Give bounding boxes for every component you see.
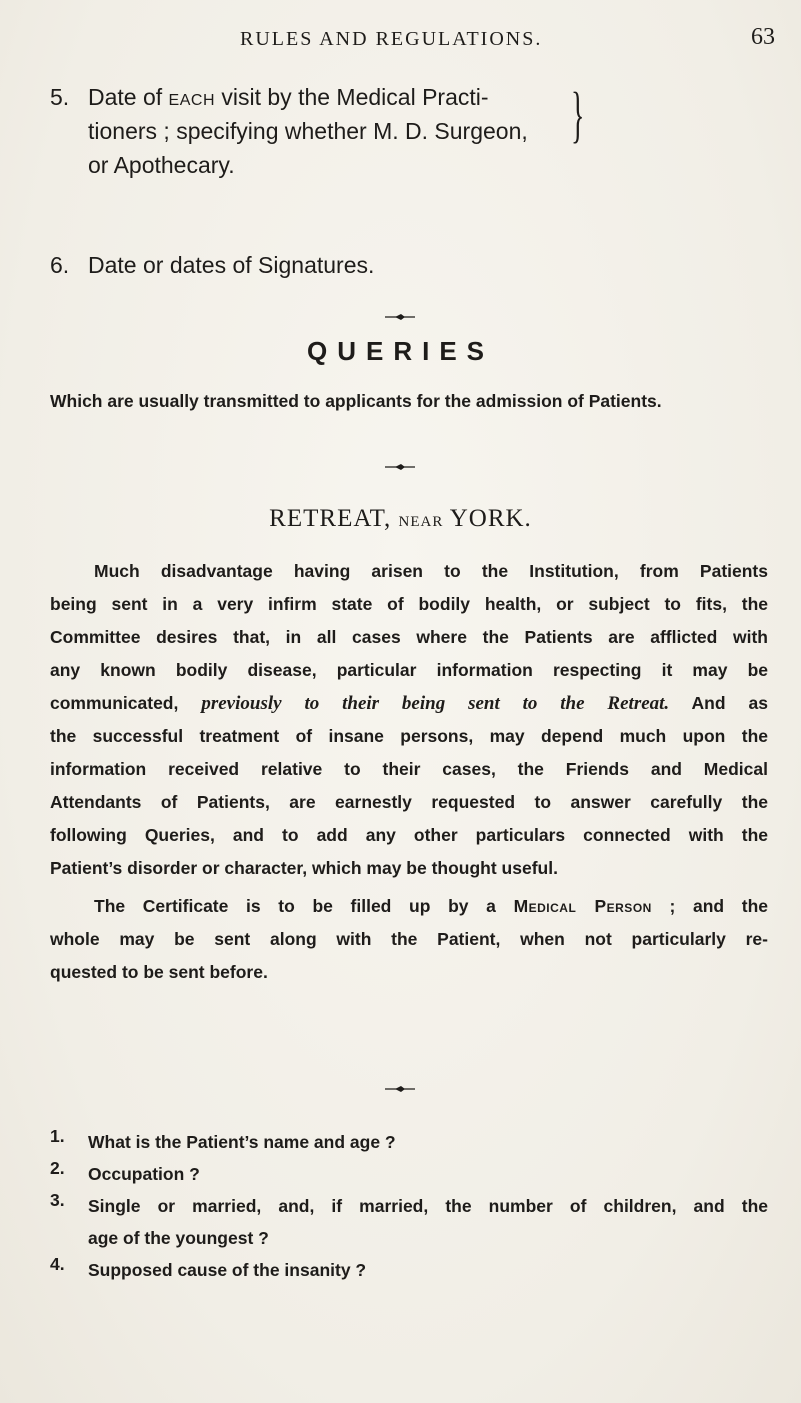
queries-subheading: Which are usually transmitted to applicants for the admission of Patients. [50, 391, 662, 411]
ornament-divider-icon [385, 463, 415, 471]
item6-text: Date or dates of Signatures. [88, 252, 375, 278]
item-number: 3. [50, 1190, 65, 1210]
list-item: 3. Single or married, and, if married, the number of children, and the age of the youngest ? [50, 1190, 768, 1248]
emphasis-medical-person: Medical Person [513, 896, 652, 916]
paragraph-certificate: The Certificate is to be filled up by a Medical Person ; and the whole may be sent along with the Patient, when not particularly re- quested to be sent before. [50, 896, 769, 982]
list-item-6 [50, 248, 374, 282]
item5-line-1: 5. Date of each visit by the Medical Practi- [50, 80, 610, 114]
item-number: 4. [50, 1254, 65, 1274]
item-number: 2. [50, 1158, 65, 1178]
queries-heading: QUERIES [306, 336, 495, 366]
page-number: 63 [751, 24, 775, 50]
item5-line-3: or Apothecary. [88, 152, 235, 178]
item5-line-2: tioners ; specifying whether M. D. Surgeon, [88, 118, 528, 144]
running-head: RULES AND REGULATIONS. [240, 28, 543, 50]
paragraph-disadvantage: Much disadvantage having arisen to the Institution, from Patients being sent in a very infirm state of bodily health, or subject to fits, the Committee desires that, in all cases where the Patients are afflicted with any known bodily disease, particular information respecting it may be communicated, previously to their being sent to the Retreat. And as the successful treatment of insane persons, may depend much upon the information received relative to their cases, the Friends and Medical Attendants of Patients, are earnestly requested to answer carefully the following Queries, and to add any other particulars connected with the Patient’s disorder or character, which may be thought useful. [50, 561, 768, 878]
ornament-divider-icon [385, 1085, 415, 1093]
item-number: 5. [50, 84, 70, 110]
list-item: 1. What is the Patient’s name and age ? [50, 1126, 396, 1152]
list-item-5 [50, 80, 610, 182]
emphasis-each: each [168, 84, 215, 110]
retreat-heading: RETREAT, NEAR YORK. [269, 505, 532, 532]
list-item: 2. Occupation ? [50, 1158, 200, 1184]
queries-list [50, 1126, 768, 1286]
ornament-divider-icon [385, 313, 415, 321]
item-number: 6. [50, 252, 70, 278]
curly-brace-icon: } [571, 81, 585, 149]
italic-emphasis: previously to their being sent to the Retreat. [201, 693, 670, 714]
list-item: 4. Supposed cause of the insanity ? [50, 1254, 367, 1280]
item-number: 1. [50, 1126, 65, 1146]
